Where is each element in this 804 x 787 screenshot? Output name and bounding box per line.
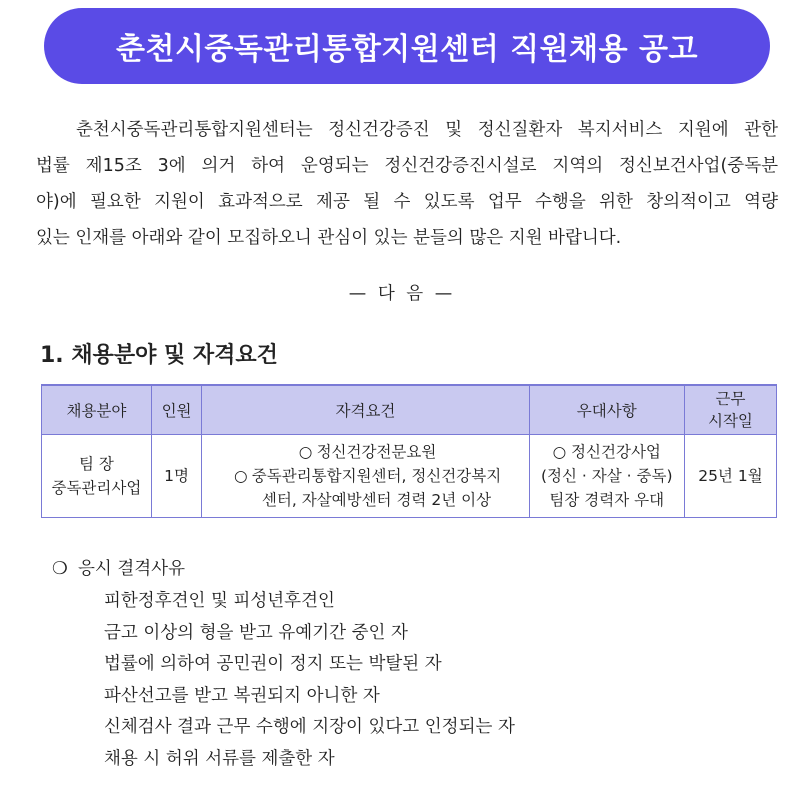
qual-item [202,440,528,464]
intro-line: 있는 인재를 아래와 같이 모집하오니 관심이 있는 분들의 많은 지원 바랍니다. [36,228,622,248]
qual-item1-text: 정신건강전문요원 [316,443,437,461]
qual-item2-continued: 센터, 자살예방센터 경력 2년 이상 [261,491,492,509]
header-start-line2: 시작일 [707,412,753,430]
header-field: 채용분야 [42,385,152,435]
table-header-row [42,385,777,435]
intro-line: 법률 제15조 3에 의거 하여 운영되는 정신건강증진시설로 지역의 정신보건사업(중독분 [36,156,778,176]
list-item: 파산선고를 받고 복권되지 아니한 자 [104,685,380,706]
pref-line3: 팀장 경력자 우대 [549,491,665,509]
disqualification-list [104,586,515,775]
list-item: 피한정후견인 및 피성년후견인 [104,591,335,611]
disqualification-heading [52,555,185,580]
list-item: 채용 시 허위 서류를 제출한 자 [104,748,335,769]
intro-line: 야)에 필요한 지원이 효과적으로 제공 될 수 있도록 업무 수행을 위한 창의적이고 역량 [36,192,778,212]
pref-line2: (정신 · 자살 · 중독) [541,467,673,485]
qual-item [202,464,528,488]
header-start-line1: 근무 [715,390,746,408]
qual-item2-text: 중독관리통합지원센터, 정신건강복지 [251,467,502,485]
intro-line: 춘천시중독관리통합지원센터는 정신건강증진 및 정신질환자 복지서비스 지원에 관한 [76,120,778,140]
header-start-date [684,385,776,435]
field-line1: 팀 장 [78,455,114,473]
cell-count: 1명 [151,435,202,518]
list-item: 금고 이상의 형을 받고 유예기간 중인 자 [104,622,408,643]
page-title: 춘천시중독관리통합지원센터 직원채용 공고 [115,32,698,67]
section-divider: — 다 음 — [348,284,456,304]
cell-preference [529,435,684,518]
circle-bullet-icon: ○ [298,443,313,461]
list-item: 신체검사 결과 근무 수행에 지장이 있다고 인정되는 자 [104,717,515,737]
circle-bullet-icon: ○ [233,467,248,485]
requirements-table [41,384,777,518]
header-qualification: 자격요건 [202,385,529,435]
cell-start-date: 25년 1월 [684,435,776,518]
pref-line1: ○ 정신건강사업 [552,443,661,461]
list-item: 법률에 의하여 공민권이 정지 또는 박탈된 자 [104,654,442,674]
section-title: 1. 채용분야 및 자격요건 [40,343,278,368]
title-banner [44,8,770,84]
field-line2: 중독관리사업 [51,479,142,497]
ring-bullet-icon: ❍ [52,559,68,579]
table-row [42,435,777,518]
intro-paragraph [36,112,778,256]
header-preference: 우대사항 [529,385,684,435]
header-count: 인원 [151,385,202,435]
cell-field [42,435,152,518]
disqualification-title: 응시 결격사유 [78,559,185,579]
cell-qualification [202,435,529,518]
